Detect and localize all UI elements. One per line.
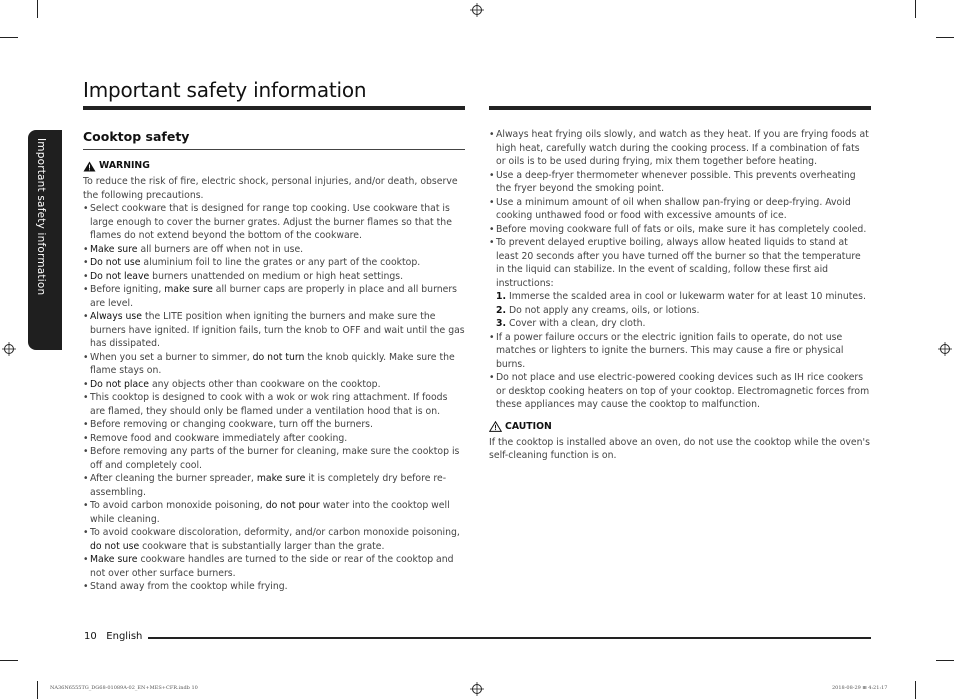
crop-mark (915, 681, 916, 699)
item-text: all burner caps are properly in place and all burners are level. (90, 284, 458, 309)
warning-intro: To reduce the risk of fire, electric shock, personal injuries, and/or death, observe the following precautions. (83, 176, 458, 201)
warning-item (83, 526, 465, 553)
frying-item: • Before moving cookware full of fats or oils, make sure it has completely cooled. (489, 223, 871, 237)
item-emphasis: do not use (90, 540, 140, 552)
warning-item (83, 445, 465, 472)
warning-item (83, 202, 465, 243)
caution-icon (489, 421, 502, 432)
item-text: Before removing or changing cookware, turn off the burners. (90, 419, 373, 430)
first-aid-steps (489, 290, 871, 331)
crop-mark (915, 0, 916, 18)
item-text: Remove food and cookware immediately after cooking. (90, 432, 348, 444)
step-text: Do not apply any creams, oils, or lotions. (506, 304, 700, 316)
warning-item (83, 351, 465, 378)
item-text: Select cookware that is designed for range top cooking. Use cookware that is large enough to cover the burner grates. Adjust the burner flames so that the flames do not extend beyond the bottom of the cookware. (90, 203, 452, 241)
step-number: 2. (496, 304, 507, 316)
first-aid-step (496, 304, 871, 318)
item-text: Stand away from the cooktop while frying. (90, 581, 288, 592)
registration-mark-icon (470, 682, 484, 696)
warning-item (83, 256, 465, 270)
crop-mark (936, 660, 954, 661)
left-column (83, 157, 465, 594)
side-tab-label: Important safety information (35, 138, 47, 296)
item-text: the LITE position when igniting the burners and make sure the burners have ignited. If ignition fails, turn the knob to OFF and wait until the gas has dissipated. (90, 311, 465, 349)
item-text: all burners are off when not in use. (137, 243, 304, 255)
step-number: 3. (496, 318, 507, 329)
warning-label: WARNING (99, 160, 150, 172)
title-rule-left (83, 106, 465, 110)
item-text: Before igniting, (90, 284, 165, 295)
item-text: To avoid carbon monoxide poisoning, (90, 500, 266, 511)
item-emphasis: Make sure (90, 554, 138, 565)
step-text: Cover with a clean, dry cloth. (506, 318, 646, 329)
section-title: Cooktop safety (83, 129, 190, 144)
item-text: it is completely dry before re-assembling. (90, 473, 447, 498)
item-text: After cleaning the burner spreader, (90, 473, 257, 484)
registration-mark-icon (2, 342, 16, 356)
item-emphasis: Do not use (90, 257, 141, 268)
caution-text: If the cooktop is installed above an oven, do not use the cooktop while the oven's self-cleaning function is on. (489, 436, 870, 461)
warning-item (83, 432, 465, 446)
print-file-info: NA36N6555TG_DG68-01089A-02_EN+MES+CFR.indb 10 (50, 685, 198, 691)
item-text: To avoid cookware discoloration, deformity, and/or carbon monoxide poisoning, (90, 527, 460, 538)
right-column (489, 128, 871, 463)
page-language: English (106, 631, 143, 642)
registration-mark-icon (470, 3, 484, 17)
item-text: Before removing any parts of the burner for cleaning, make sure the cooktop is off and completely cool. (90, 446, 460, 471)
title-rule-right (489, 106, 871, 110)
warning-item (83, 553, 465, 580)
power-item: • Do not place and use electric-powered cooking devices such as IH rice cookers or desktop cooking heaters on top of your cooktop. Electromagnetic forces from these appliances may cause the cooktop to malfunction. (489, 371, 871, 412)
warning-item (83, 580, 465, 594)
frying-list (489, 128, 871, 290)
crop-mark (37, 681, 38, 699)
frying-item: • To prevent delayed eruptive boiling, always allow heated liquids to stand at least 20 seconds after you have turned off the burner so that the temperature in the liquid can stabilize. In the event of scalding, follow these first aid instructions: (489, 236, 871, 290)
warning-item (83, 283, 465, 310)
item-emphasis: Always use (90, 311, 142, 322)
item-text: This cooktop is designed to cook with a wok or wok ring attachment. If foods are flamed, they should only be flamed under a ventilation hood that is on. (90, 392, 448, 417)
power-item: • If a power failure occurs or the electric ignition fails to operate, do not use matches or lighters to ignite the burners. This may cause a fire or physical burns. (489, 331, 871, 372)
page-footer (84, 631, 142, 642)
warning-item (83, 472, 465, 499)
item-text: cookware handles are turned to the side or rear of the cooktop and not over other surface burners. (90, 554, 454, 579)
frying-item: • Always heat frying oils slowly, and watch as they heat. If you are frying foods at high heat, carefully watch during the cooking process. If a combination of fats or oils is to be used during frying, mix them together before heating. (489, 128, 871, 169)
item-emphasis: make sure (256, 473, 306, 484)
registration-mark-icon (938, 342, 952, 356)
item-emphasis: do not turn (252, 351, 305, 363)
step-number: 1. (496, 291, 507, 302)
item-text: water into the cooktop well while cleaning. (90, 500, 450, 525)
warning-item (83, 391, 465, 418)
item-text: When you set a burner to simmer, (90, 351, 253, 363)
first-aid-step (496, 317, 871, 331)
item-emphasis: Do not place (90, 378, 149, 390)
item-emphasis: make sure (164, 284, 213, 295)
warning-item (83, 499, 465, 526)
item-text: the knob quickly. Make sure the flame stays on. (90, 351, 455, 376)
print-date-info: 2018-08-29 ⊞ 4:21:17 (832, 685, 888, 691)
item-emphasis: Make sure (90, 243, 138, 255)
first-aid-step (496, 290, 871, 304)
page-title: Important safety information (83, 78, 367, 102)
item-text: aluminium foil to line the grates or any part of the cooktop. (140, 257, 421, 268)
footer-rule (148, 637, 871, 639)
crop-mark (0, 37, 18, 38)
caution-label: CAUTION (505, 420, 552, 432)
warning-heading (83, 157, 465, 175)
frying-item: • Use a deep-fryer thermometer whenever possible. This prevents overheating the fryer beyond the smoking point. (489, 169, 871, 196)
step-text: Immerse the scalded area in cool or lukewarm water for at least 10 minutes. (506, 291, 866, 302)
warning-list (83, 202, 465, 594)
item-text: cookware that is substantially larger than the grate. (139, 540, 385, 552)
warning-item (83, 378, 465, 392)
section-rule (83, 149, 465, 150)
item-text: burners unattended on medium or high heat settings. (149, 270, 404, 282)
page-number: 10 (84, 631, 97, 642)
warning-item (83, 310, 465, 351)
frying-item: • Use a minimum amount of oil when shallow pan-frying or deep-frying. Avoid cooking unthawed food or food with excessive amounts of ice. (489, 196, 871, 223)
crop-mark (0, 660, 18, 661)
warning-icon (83, 161, 96, 172)
warning-item (83, 270, 465, 284)
item-emphasis: Do not leave (90, 270, 150, 282)
item-text: any objects other than cookware on the cooktop. (149, 378, 381, 390)
warning-item (83, 418, 465, 432)
power-list (489, 331, 871, 412)
crop-mark (936, 37, 954, 38)
crop-mark (37, 0, 38, 18)
item-emphasis: do not pour (265, 500, 320, 511)
warning-item (83, 243, 465, 257)
side-tab (28, 130, 62, 350)
caution-heading (489, 418, 871, 436)
